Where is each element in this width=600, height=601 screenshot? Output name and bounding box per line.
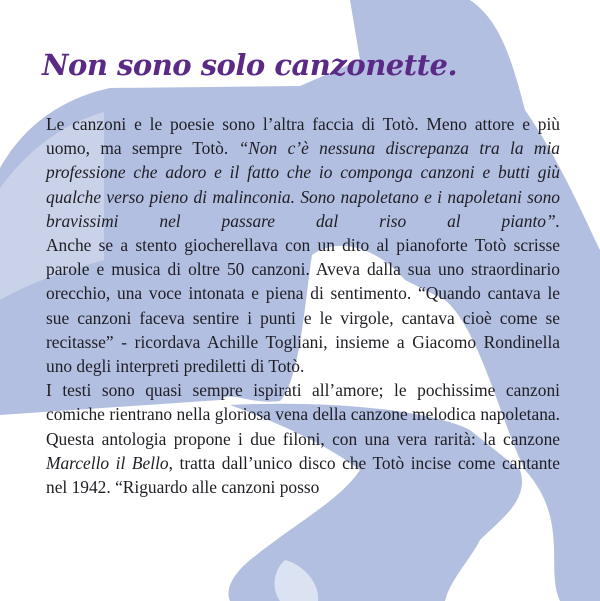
paragraph-1 [46, 112, 560, 233]
paragraph-3-part-2: , tratta dall’unico disco che Totò incise come cantante nel 1942. “Riguardo alle canzoni posso [46, 452, 560, 498]
article-body [46, 112, 560, 499]
paragraph-3 [46, 378, 560, 499]
paragraph-3-part-1: I testi sono quasi sempre ispirati all’amore; le pochissime canzoni comiche rientrano nella gloriosa vena della canzone melodica napoletana. Questa antologia propone i due filoni, con una vera rarità: la canzone [46, 380, 560, 449]
toto-quote: “Non c’è nessuna discrepanza tra la mia professione che adoro e il fatto che io componga canzoni e butti giù qualche verso pieno di malinconia. Sono napoletano e i napoletani sono bravissimi nel passare dal riso al pianto”. [46, 138, 560, 231]
song-title: Marcello il Bello [46, 452, 169, 473]
page-title: Non sono solo canzonette. [42, 48, 458, 82]
paragraph-1-intro: Le canzoni e le poesie sono l’altra faccia di Totò. Meno attore e più uomo, ma sempre Totò. [46, 114, 560, 159]
paragraph-2: Anche se a stento giocherellava con un dito al pianoforte Totò scrisse parole e musica di oltre 50 canzoni. Aveva dalla sua uno straordinario orecchio, una voce intonata e piena di sentimento. “Quando cantava le sue canzoni faceva sentire i punti e le virgole, cantava cioè come se recitasse” - ricordava Achille Togliani, insieme a Giacomo Rondinella uno degli interpreti prediletti di Totò. [46, 235, 560, 377]
